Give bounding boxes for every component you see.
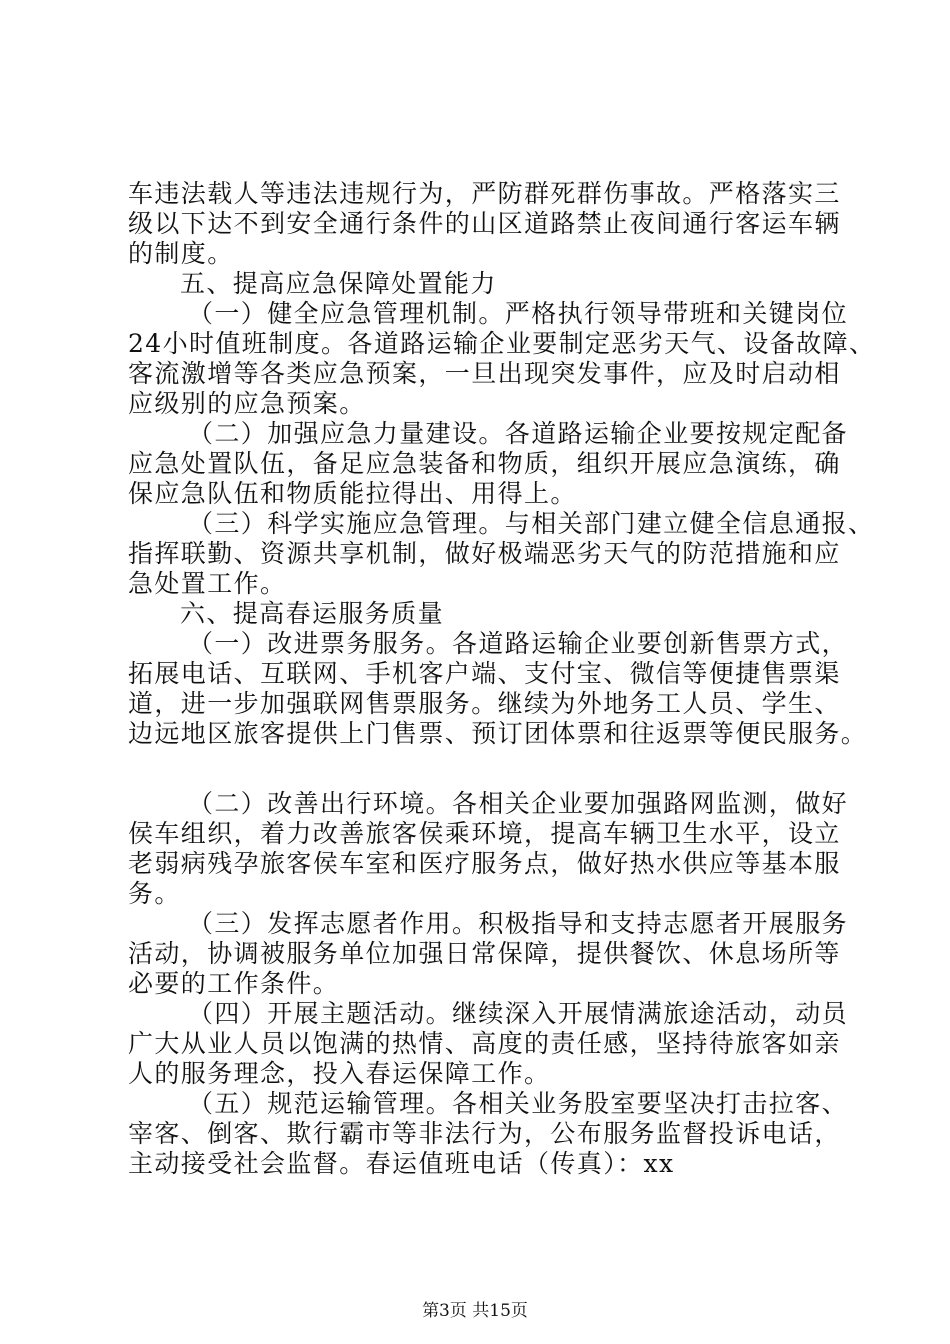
text-line: （三）科学实施应急管理。与相关部门建立健全信息通报、 bbox=[188, 509, 875, 538]
text-line: 人的服务理念，投入春运保障工作。 bbox=[128, 1059, 551, 1088]
text-line: 侯车组织，着力改善旅客侯乘环境，提高车辆卫生水平，设立 bbox=[128, 819, 841, 848]
text-line: 老弱病残孕旅客侯车室和医疗服务点，做好热水供应等基本服 bbox=[128, 849, 841, 878]
text-line: （三）发挥志愿者作用。积极指导和支持志愿者开展服务 bbox=[188, 909, 849, 938]
text-line: 级以下达不到安全通行条件的山区道路禁止夜间通行客运车辆 bbox=[128, 209, 841, 238]
text-line: 必要的工作条件。 bbox=[128, 969, 340, 998]
section-heading: 五、提高应急保障处置能力 bbox=[180, 269, 497, 298]
text-line: （四）开展主题活动。继续深入开展情满旅途活动，动员 bbox=[188, 999, 849, 1028]
text-line: 应级别的应急预案。 bbox=[128, 389, 366, 418]
text-line: 车违法载人等违法违规行为，严防群死群伤事故。严格落实三 bbox=[128, 179, 841, 208]
text-line: 急处置工作。 bbox=[128, 569, 287, 598]
text-line: 客流激增等各类应急预案，一旦出现突发事件，应及时启动相 bbox=[128, 359, 841, 388]
text-line: 宰客、倒客、欺行霸市等非法行为，公布服务监督投诉电话， bbox=[128, 1119, 841, 1148]
text-line: 广大从业人员以饱满的热情、高度的责任感，坚持待旅客如亲 bbox=[128, 1029, 841, 1058]
text-line: （一）健全应急管理机制。严格执行领导带班和关键岗位 bbox=[188, 299, 849, 328]
text-line: （二）改善出行环境。各相关企业要加强路网监测，做好 bbox=[188, 789, 849, 818]
text-line: （五）规范运输管理。各相关业务股室要坚决打击拉客、 bbox=[188, 1089, 849, 1118]
text-line: （二）加强应急力量建设。各道路运输企业要按规定配备 bbox=[188, 419, 849, 448]
text-line: 24小时值班制度。各道路运输企业要制定恶劣天气、设备故障、 bbox=[128, 329, 876, 358]
text-line: 指挥联勤、资源共享机制，做好极端恶劣天气的防范措施和应 bbox=[128, 539, 841, 568]
text-line: 应急处置队伍，备足应急装备和物质，组织开展应急演练，确 bbox=[128, 449, 841, 478]
text-line: （一）改进票务服务。各道路运输企业要创新售票方式， bbox=[188, 629, 849, 658]
text-line: 边远地区旅客提供上门售票、预订团体票和往返票等便民服务。 bbox=[128, 719, 868, 748]
text-line: 拓展电话、互联网、手机客户端、支付宝、微信等便捷售票渠 bbox=[128, 659, 841, 688]
text-line: 主动接受社会监督。春运值班电话（传真）：xx bbox=[128, 1149, 675, 1178]
text-line: 保应急队伍和物质能拉得出、用得上。 bbox=[128, 479, 577, 508]
section-heading: 六、提高春运服务质量 bbox=[180, 599, 445, 628]
text-line: 道，进一步加强联网售票服务。继续为外地务工人员、学生、 bbox=[128, 689, 841, 718]
text-line: 务。 bbox=[128, 879, 181, 908]
text-line: 的制度。 bbox=[128, 239, 234, 268]
text-line: 活动，协调被服务单位加强日常保障，提供餐饮、休息场所等 bbox=[128, 939, 841, 968]
page-number: 第3页 共15页 bbox=[422, 1301, 528, 1321]
